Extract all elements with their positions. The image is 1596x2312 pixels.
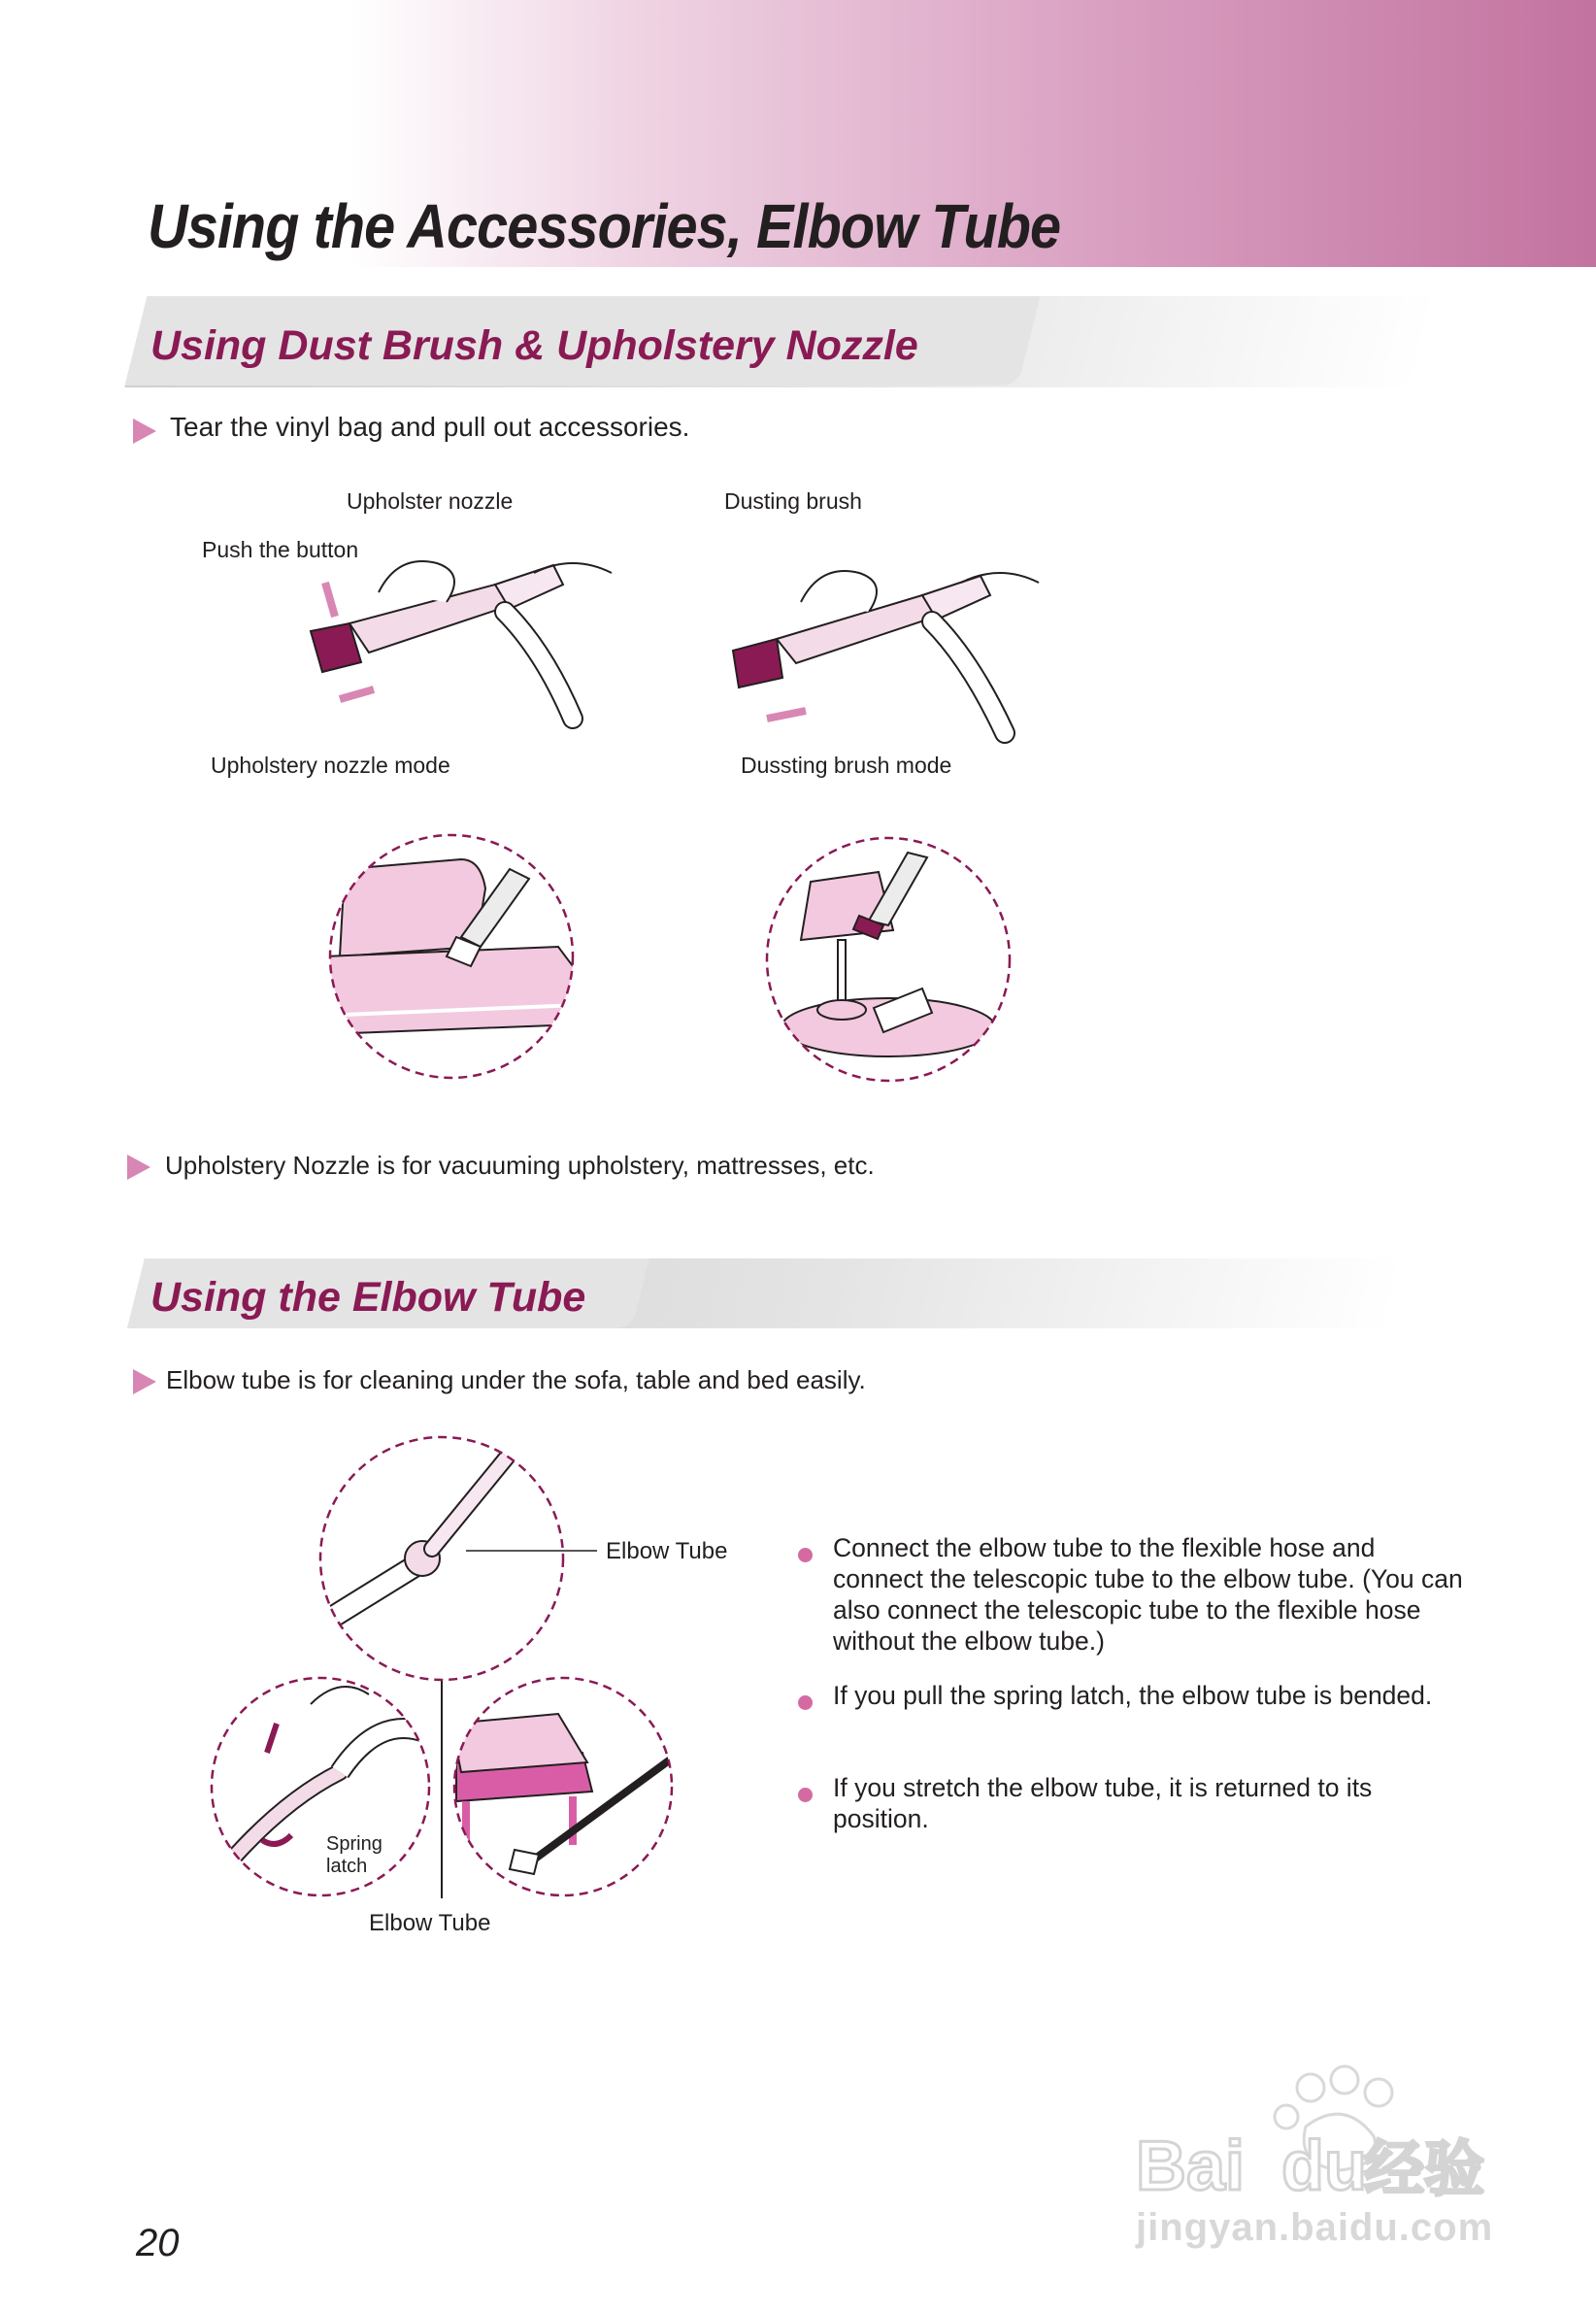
bullet-text-3: If you stretch the elbow tube, it is returned to its position. bbox=[833, 1773, 1373, 1833]
watermark-url: jingyan.baidu.com bbox=[1136, 2206, 1494, 2249]
label-elbow-tube-top: Elbow Tube bbox=[606, 1538, 728, 1564]
bullet-arrow-icon bbox=[133, 1369, 156, 1394]
dusting-brush-illustration bbox=[714, 563, 1063, 748]
page-number: 20 bbox=[136, 2222, 180, 2264]
label-elbow-tube-bottom: Elbow Tube bbox=[369, 1910, 491, 1936]
label-dusting-brush: Dusting brush bbox=[724, 488, 862, 514]
bullet-arrow-icon bbox=[133, 419, 156, 444]
bullet-dot-icon bbox=[798, 1788, 813, 1802]
label-spring: Spring bbox=[326, 1833, 382, 1855]
upholstery-mode-circle bbox=[325, 830, 578, 1083]
section1-title: Using Dust Brush & Upholstery Nozzle bbox=[150, 322, 918, 369]
label-push-button: Push the button bbox=[202, 537, 359, 562]
upholster-nozzle-illustration bbox=[282, 553, 650, 738]
label-dusting-mode: Dussting brush mode bbox=[741, 753, 952, 778]
section2-intro: Elbow tube is for cleaning under the sofa, table and bed easily. bbox=[166, 1365, 866, 1394]
page-title: Using the Accessories, Elbow Tube bbox=[148, 191, 1061, 261]
bullet-text-2: If you pull the spring latch, the elbow tube is bended. bbox=[833, 1681, 1433, 1710]
bullet-dot-icon bbox=[798, 1695, 813, 1710]
bullet-dot-icon bbox=[798, 1548, 813, 1562]
watermark-brand: Bai bbox=[1136, 2128, 1246, 2205]
elbow-tube-diagram bbox=[204, 1432, 689, 1898]
label-upholster-nozzle: Upholster nozzle bbox=[347, 488, 514, 514]
label-latch: latch bbox=[326, 1856, 368, 1877]
bullet-arrow-icon bbox=[127, 1155, 150, 1180]
watermark-cn: 经验 bbox=[1364, 2136, 1485, 2203]
section1-intro: Tear the vinyl bag and pull out accessories. bbox=[170, 412, 690, 442]
watermark-brand-2: du bbox=[1281, 2128, 1367, 2205]
section2-title: Using the Elbow Tube bbox=[150, 1274, 586, 1321]
label-upholstery-mode: Upholstery nozzle mode bbox=[211, 753, 450, 778]
dusting-mode-circle bbox=[762, 833, 1014, 1086]
section1-note: Upholstery Nozzle is for vacuuming upholstery, mattresses, etc. bbox=[165, 1151, 875, 1180]
bullet-text-1: Connect the elbow tube to the flexible hose and connect the telescopic tube to the elbow tube. (You can also connect the telescopic tube to the flexible hose without the elbow tube.) bbox=[833, 1533, 1463, 1656]
